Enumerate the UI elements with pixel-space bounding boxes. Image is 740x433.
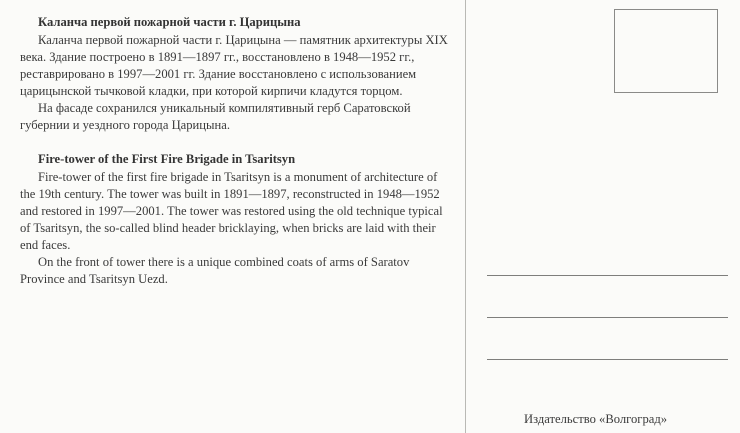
address-line-3 bbox=[487, 359, 728, 360]
english-block bbox=[20, 151, 455, 288]
publisher-label: Издательство «Волгоград» bbox=[524, 412, 668, 426]
address-line-1 bbox=[487, 275, 728, 276]
russian-heading: Каланча первой пожарной части г. Царицына bbox=[38, 15, 301, 29]
description-column bbox=[20, 14, 455, 288]
russian-paragraph-1: Каланча первой пожарной части г. Царицына — памятник архитектуры XIX века. Здание построено в 1891—1897 гг., восстановлено в 1948—1952 гг., реставрировано в 1997—2001 гг. Здание восстановлено с использованием царицынской тычковой кладки, при которой кирпичи кладутся торцом. bbox=[20, 33, 448, 98]
russian-paragraph-2: На фасаде сохранился уникальный компилятивный герб Саратовской губернии и уездного города Царицына. bbox=[20, 101, 411, 132]
english-heading: Fire-tower of the First Fire Brigade in Tsaritsyn bbox=[38, 152, 296, 166]
address-line-2 bbox=[487, 317, 728, 318]
center-divider bbox=[465, 0, 466, 433]
english-paragraph-1: Fire-tower of the first fire brigade in Tsaritsyn is a monument of architecture of the 19th century. The tower was built in 1891—1897, reconstructed in 1948—1952 and restored in 1997—2001. The tower was restored using the old technique typical of Tsaritsyn, the so-called blind header bricklaying, when bricks are laid with their end faces. bbox=[20, 170, 443, 252]
stamp-box bbox=[614, 9, 718, 93]
russian-block bbox=[20, 14, 455, 134]
english-paragraph-2: On the front of tower there is a unique combined coats of arms of Saratov Province and Tsaritsyn Uezd. bbox=[20, 255, 410, 286]
